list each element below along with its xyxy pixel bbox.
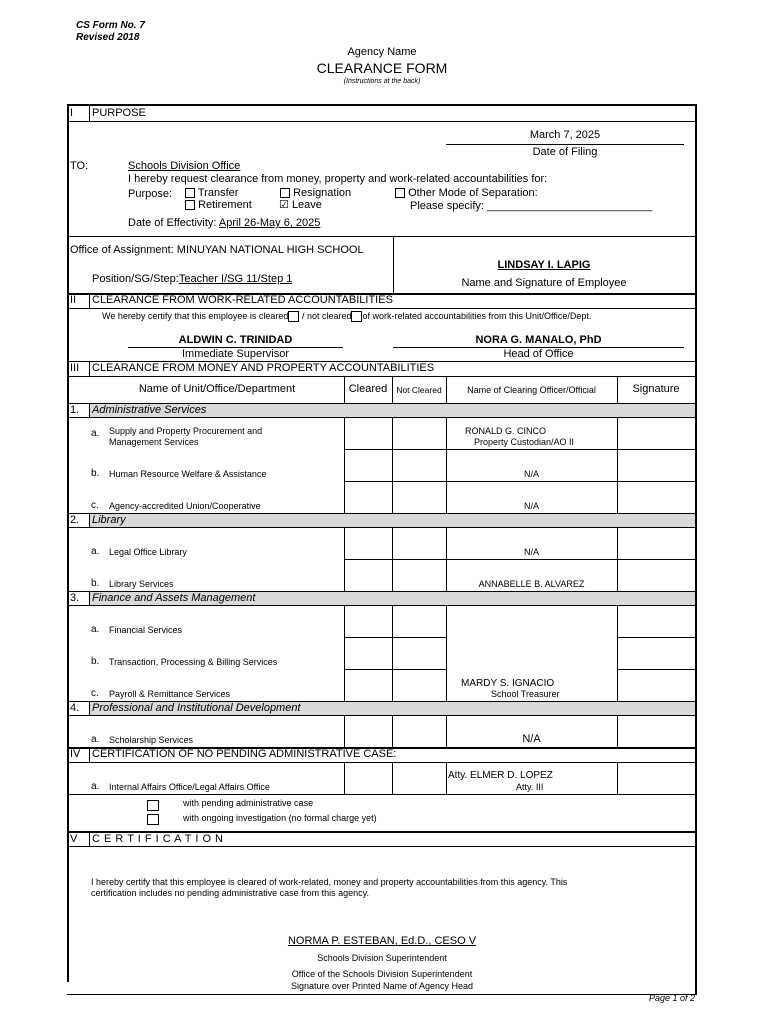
official-name: N/A: [523, 469, 539, 479]
col-cleared-header: Cleared: [348, 383, 388, 395]
divider: [89, 747, 90, 762]
purpose-label: Purpose:: [128, 188, 173, 200]
divider: [446, 417, 447, 513]
cleared-checkbox-icon[interactable]: [288, 311, 299, 322]
group-1-number: 1.: [70, 404, 80, 416]
official-name: MARDY S. IGNACIO: [461, 678, 555, 689]
head-of-office-label: Head of Office: [503, 348, 574, 360]
form-number: CS Form No. 7: [76, 20, 145, 31]
section-5-number: V: [70, 833, 78, 845]
office-of-assignment: Office of Assignment: MINUYAN NATIONAL HIGH SCHOOL: [70, 244, 364, 256]
row-library-services: Library Services: [109, 579, 174, 589]
purpose-other-label: Other Mode of Separation:: [408, 187, 538, 199]
divider: [89, 293, 90, 308]
divider: [392, 527, 393, 591]
supervisor-name[interactable]: ALDWIN C. TRINIDAD: [178, 334, 293, 346]
pending-case-label: with pending administrative case: [183, 798, 314, 808]
request-text: I hereby request clearance from money, property and work-related accountabilities for:: [128, 173, 548, 185]
divider: [446, 376, 447, 403]
divider: [344, 637, 446, 638]
divider: [344, 559, 695, 560]
divider: [392, 417, 393, 513]
frame-right: [695, 104, 697, 994]
final-cert-text-1: I hereby certify that this employee is cleared of work-related, money and property accountabilities from this agency. This: [91, 877, 568, 887]
divider: [392, 605, 393, 701]
sds-title: Schools Division Superintendent: [317, 953, 447, 963]
official-name: ANNABELLE B. ALVAREZ: [478, 579, 585, 589]
divider: [67, 376, 697, 377]
divider: [344, 527, 345, 591]
frame-top: [67, 104, 697, 106]
purpose-transfer-label: Transfer: [197, 187, 239, 199]
checked-checkbox-icon[interactable]: ☑: [279, 199, 289, 211]
group-4-title: Professional and Institutional Development: [92, 702, 301, 714]
head-of-office-name[interactable]: NORA G. MANALO, PhD: [475, 334, 602, 346]
purpose-leave-label: Leave: [291, 199, 322, 211]
section-4-title: CERTIFICATION OF NO PENDING ADMINISTRATIVE CASE:: [92, 748, 397, 760]
divider: [344, 669, 446, 670]
section-1-title: PURPOSE: [92, 107, 146, 119]
divider: [617, 669, 695, 670]
divider: [67, 527, 697, 528]
filing-date-label: Date of Filing: [532, 146, 598, 158]
divider: [89, 591, 90, 605]
section-2-title: CLEARANCE FROM WORK-RELATED ACCOUNTABILITIES: [92, 294, 393, 306]
group-3-title: Finance and Assets Management: [92, 592, 256, 604]
work-cert-text: [102, 311, 591, 322]
divider: [89, 701, 90, 715]
row-internal-affairs: Internal Affairs Office/Legal Affairs Office: [109, 782, 270, 792]
divider: [89, 831, 90, 846]
divider: [446, 605, 447, 701]
employee-label: Name and Signature of Employee: [461, 277, 627, 289]
group-4-number: 4.: [70, 702, 80, 714]
row-supply-property: Supply and Property Procurement and: [109, 426, 263, 436]
section-5-title: C E R T I F I C A T I O N: [92, 833, 224, 845]
section-2-number: II: [70, 294, 77, 306]
to-label: TO:: [70, 160, 89, 172]
cert-accountabilities-text: of work-related accountabilities from this Unit/Office/Dept.: [362, 311, 592, 321]
divider: [67, 794, 697, 795]
divider: [344, 481, 695, 482]
group-2-number: 2.: [70, 514, 80, 526]
checkbox-icon[interactable]: [395, 188, 405, 198]
official-title: School Treasurer: [491, 689, 560, 699]
group-1-title: Administrative Services: [92, 404, 207, 416]
purpose-leave[interactable]: [279, 198, 322, 211]
col-not-cleared-header: Not Cleared: [396, 385, 442, 395]
divider: [446, 762, 447, 794]
col-official-header: Name of Clearing Officer/Official: [467, 385, 596, 395]
divider: [392, 715, 393, 747]
form-revision: Revised 2018: [76, 32, 140, 43]
section-1-number: I: [70, 107, 74, 119]
divider: [617, 527, 618, 591]
col-unit-header: Name of Unit/Office/Department: [138, 383, 296, 395]
supervisor-label: Immediate Supervisor: [182, 348, 289, 360]
row-letter: b.: [91, 656, 100, 667]
checkbox-icon[interactable]: [185, 200, 195, 210]
group-3-number: 3.: [70, 592, 80, 604]
sds-signature-label: Signature over Printed Name of Agency Head: [290, 981, 474, 991]
divider: [344, 449, 446, 450]
purpose-other[interactable]: [395, 187, 538, 199]
row-letter: a.: [91, 734, 100, 745]
effectivity-row: [128, 217, 320, 229]
divider: [67, 513, 697, 514]
official-name: N/A: [523, 501, 539, 511]
effectivity-label: Date of Effectivity:: [128, 217, 217, 229]
divider: [344, 376, 345, 403]
divider: [617, 762, 618, 794]
row-financial-services: Financial Services: [109, 625, 183, 635]
row-letter: b.: [91, 468, 100, 479]
purpose-retirement[interactable]: [185, 199, 252, 211]
divider: [392, 376, 393, 403]
divider: [617, 605, 618, 701]
divider: [617, 417, 618, 513]
divider: [89, 104, 90, 121]
section-3-number: III: [70, 362, 80, 374]
pending-case-checkbox-icon[interactable]: [147, 800, 159, 811]
divider: [89, 513, 90, 527]
divider: [67, 121, 697, 122]
cert-not-cleared-text: / not cleared: [301, 311, 352, 321]
cert-cleared-text: We hereby certify that this employee is cleared: [102, 311, 289, 321]
row-legal-library: Legal Office Library: [109, 547, 187, 557]
row-letter: c.: [91, 500, 99, 511]
purpose-retirement-label: Retirement: [198, 199, 252, 211]
row-letter: a.: [91, 624, 100, 635]
divider: [89, 403, 90, 417]
divider: [392, 762, 393, 794]
please-specify[interactable]: Please specify: ___________________________: [410, 200, 653, 212]
row-letter: c.: [91, 688, 99, 699]
row-transaction-billing: Transaction, Processing & Billing Services: [109, 657, 278, 667]
row-supply-property-line2: Management Services: [109, 437, 199, 447]
row-letter: a.: [91, 781, 100, 792]
divider: [446, 449, 617, 450]
divider: [67, 308, 697, 309]
row-letter: a.: [91, 546, 100, 557]
instructions-note: (Instructions at the back): [343, 78, 421, 85]
employee-name[interactable]: LINDSAY I. LAPIG: [497, 259, 591, 271]
row-letter: b.: [91, 578, 100, 589]
divider: [344, 762, 345, 794]
not-cleared-checkbox-icon[interactable]: [351, 311, 362, 322]
agency-name: Agency Name: [347, 46, 417, 58]
divider: [89, 361, 90, 376]
final-cert-text-2: certification includes no pending administrative case from this agency.: [91, 888, 369, 898]
section-3-title: CLEARANCE FROM MONEY AND PROPERTY ACCOUNTABILITIES: [92, 362, 435, 374]
checkbox-icon[interactable]: [280, 188, 290, 198]
row-letter: a.: [91, 428, 100, 439]
official-name: Atty. ELMER D. LOPEZ: [448, 770, 553, 781]
ongoing-investigation-label: with ongoing investigation (no formal charge yet): [183, 813, 377, 823]
divider: [67, 846, 697, 847]
divider: [67, 417, 697, 418]
row-hr-welfare: Human Resource Welfare & Assistance: [109, 469, 267, 479]
col-signature-header: Signature: [632, 383, 680, 395]
row-union-coop: Agency-accredited Union/Cooperative: [109, 501, 261, 511]
divider: [67, 715, 697, 716]
official-title: Property Custodian/AO II: [474, 437, 575, 447]
purpose-resignation-label: Resignation: [293, 187, 352, 199]
form-title: CLEARANCE FORM: [316, 60, 448, 76]
checkbox-icon[interactable]: [185, 188, 195, 198]
group-bar: [89, 513, 695, 527]
divider: [67, 605, 697, 606]
divider: [617, 376, 618, 403]
divider: [344, 417, 345, 513]
divider: [67, 762, 697, 763]
effectivity-value[interactable]: April 26-May 6, 2025: [218, 217, 321, 229]
page-number: Page 1 of 2: [648, 993, 695, 1003]
section-4-number: IV: [70, 748, 81, 760]
divider: [344, 715, 345, 747]
sds-office: Office of the Schools Division Superintendent: [291, 969, 473, 979]
position-value[interactable]: Teacher I/SG 11/Step 1: [178, 273, 293, 285]
divider: [617, 715, 618, 747]
to-value[interactable]: Schools Division Office: [128, 160, 241, 172]
purpose-transfer[interactable]: [185, 187, 238, 199]
official-title: Atty. III: [516, 782, 544, 792]
row-scholarship: Scholarship Services: [109, 735, 194, 745]
official-name: N/A: [523, 547, 539, 557]
ongoing-investigation-checkbox-icon[interactable]: [147, 814, 159, 825]
divider: [617, 449, 695, 450]
filing-date[interactable]: March 7, 2025: [529, 129, 601, 141]
official-name: RONALD G. CINCO: [465, 426, 547, 436]
divider: [446, 144, 684, 145]
position-row: [92, 273, 292, 285]
official-name: N/A: [522, 733, 541, 745]
row-payroll-remittance: Payroll & Remittance Services: [109, 689, 231, 699]
divider: [617, 637, 695, 638]
divider: [67, 236, 697, 237]
divider: [344, 605, 345, 701]
position-label: Position/SG/Step:: [92, 273, 179, 285]
group-2-title: Library: [92, 514, 126, 526]
sds-name[interactable]: NORMA P. ESTEBAN, Ed.D., CESO V: [287, 935, 477, 947]
